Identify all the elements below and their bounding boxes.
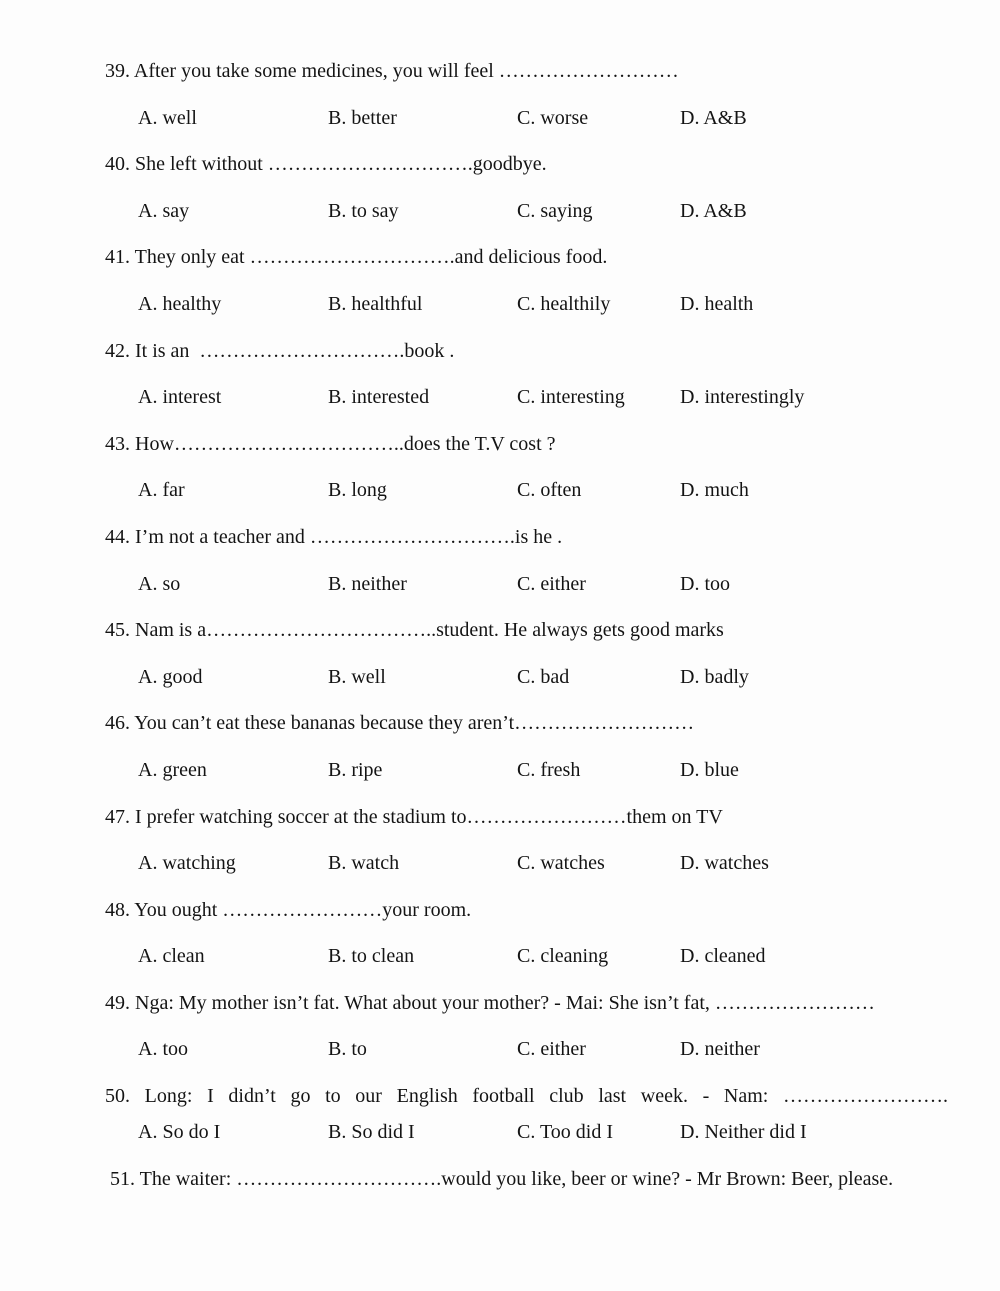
option-c: C. often: [517, 479, 582, 502]
option-a: A. healthy: [138, 292, 222, 315]
question-48-options: [105, 943, 950, 990]
option-c: C. bad: [517, 665, 570, 688]
option-c: C. saying: [517, 199, 593, 222]
option-b: B. So did I: [328, 1121, 415, 1144]
question-44-text: 44. I’m not a teacher and ………………………….is he .: [105, 525, 563, 548]
question-46-options: [105, 757, 950, 804]
question-50-options: [105, 1119, 950, 1166]
question-49-text: 49. Nga: My mother isn’t fat. What about your mother? - Mai: She isn’t fat, ……………………: [105, 991, 875, 1014]
option-d: D. Neither did I: [680, 1121, 807, 1144]
option-a: A. far: [138, 479, 185, 502]
option-c: C. interesting: [517, 386, 625, 409]
option-d: D. blue: [680, 758, 739, 781]
option-d: D. interestingly: [680, 386, 805, 409]
option-b: B. watch: [328, 852, 400, 875]
option-a: A. clean: [138, 945, 205, 968]
question-43-options: [105, 477, 950, 524]
question-45-options: [105, 664, 950, 711]
option-c: C. cleaning: [517, 945, 609, 968]
option-a: A. too: [138, 1038, 188, 1061]
option-b: B. neither: [328, 572, 407, 595]
option-a: A. green: [138, 758, 207, 781]
question-45-text: 45. Nam is a……………………………..student. He always gets good marks: [105, 619, 724, 642]
question-44-options: [105, 571, 950, 618]
question-42-options: [105, 384, 950, 431]
option-a: A. good: [138, 665, 203, 688]
question-41-options: [105, 291, 950, 338]
question-50-text: 50. Long: I didn’t go to our English football club last week. - Nam: …………………….: [105, 1085, 948, 1108]
option-d: D. badly: [680, 665, 749, 688]
option-a: A. interest: [138, 386, 222, 409]
question-40-text: 40. She left without ………………………….goodbye.: [105, 153, 547, 176]
option-c: C. either: [517, 1038, 586, 1061]
option-d: D. health: [680, 292, 754, 315]
option-d: D. A&B: [680, 106, 747, 129]
option-a: A. well: [138, 106, 197, 129]
option-b: B. healthful: [328, 292, 423, 315]
option-b: B. well: [328, 665, 386, 688]
question-51-text: 51. The waiter: ………………………….would you like, beer or wine? - Mr Brown: Beer, please.: [105, 1167, 894, 1190]
question-43-text: 43. How……………………………..does the T.V cost ?: [105, 432, 556, 455]
option-c: C. fresh: [517, 758, 581, 781]
question-49-options: [105, 1036, 950, 1083]
option-d: D. neither: [680, 1038, 760, 1061]
option-b: B. to say: [328, 199, 399, 222]
option-d: D. much: [680, 479, 749, 502]
question-41-text: 41. They only eat ………………………….and delicious food.: [105, 246, 608, 269]
option-a: A. so: [138, 572, 181, 595]
question-40-options: [105, 198, 950, 245]
question-39-text: 39. After you take some medicines, you will feel ………………………: [105, 60, 679, 82]
option-a: A. watching: [138, 852, 236, 875]
option-a: A. So do I: [138, 1121, 221, 1144]
option-d: D. too: [680, 572, 730, 595]
option-b: B. long: [328, 479, 387, 502]
option-a: A. say: [138, 199, 190, 222]
question-48-text: 48. You ought ……………………your room.: [105, 898, 472, 921]
option-c: C. healthily: [517, 292, 611, 315]
option-c: C. watches: [517, 852, 605, 875]
option-d: D. watches: [680, 852, 769, 875]
question-42-text: 42. It is an ………………………….book .: [105, 339, 455, 362]
option-b: B. better: [328, 106, 397, 129]
option-b: B. to: [328, 1038, 367, 1061]
option-b: B. to clean: [328, 945, 415, 968]
question-47-text: 47. I prefer watching soccer at the stadium to……………………them on TV: [105, 805, 723, 828]
option-c: C. either: [517, 572, 586, 595]
option-d: D. cleaned: [680, 945, 766, 968]
option-b: B. ripe: [328, 758, 383, 781]
option-c: C. worse: [517, 106, 589, 129]
option-d: D. A&B: [680, 199, 747, 222]
question-46-text: 46. You can’t eat these bananas because they aren’t………………………: [105, 712, 695, 735]
option-c: C. Too did I: [517, 1121, 614, 1144]
question-39-options: [105, 105, 950, 152]
option-b: B. interested: [328, 386, 430, 409]
question-47-options: [105, 850, 950, 897]
